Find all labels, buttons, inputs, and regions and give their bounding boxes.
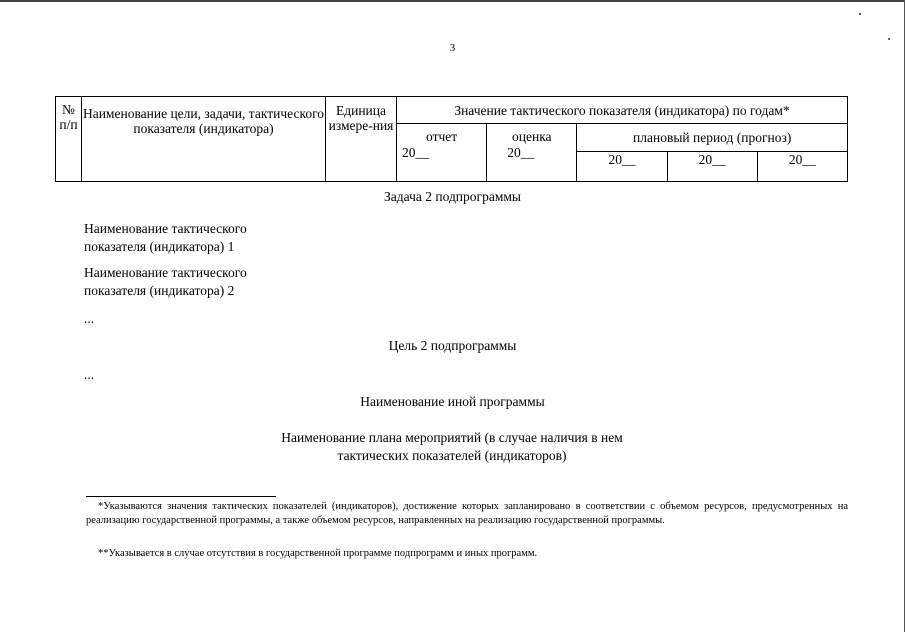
year-plan-1: 20__ bbox=[577, 151, 667, 181]
header-values: Значение тактического показателя (индикатора) по годам* bbox=[397, 97, 848, 124]
header-name: Наименование цели, задачи, тактического показателя (индикатора) bbox=[82, 97, 326, 182]
header-unit: Единица измере-ния bbox=[326, 97, 397, 182]
indicators-table bbox=[55, 96, 848, 182]
ellipsis: ... bbox=[84, 311, 95, 326]
page-number: 3 bbox=[449, 42, 456, 54]
header-report-label: отчет bbox=[426, 129, 458, 145]
year-report: 20__ bbox=[402, 145, 429, 161]
header-report bbox=[397, 124, 487, 182]
ellipsis: ... bbox=[84, 367, 95, 382]
goal-heading: Цель 2 подпрограммы bbox=[388, 338, 517, 353]
year-plan-3: 20__ bbox=[757, 151, 847, 181]
year-estimate: 20__ bbox=[507, 145, 535, 161]
header-plan-period: плановый период (прогноз) bbox=[577, 124, 848, 151]
header-number: № п/п bbox=[56, 97, 82, 182]
scan-edge-top bbox=[0, 0, 905, 2]
year-plan-2: 20__ bbox=[667, 151, 757, 181]
footnote-1: *Указываются значения тактических показателей (индикаторов), достижение которых запланировано в соответствии с объемом ресурсов, предусмотренных на реализацию государственной программы, а также объемом ресурсов, направленных на реализацию государственной программы. bbox=[86, 501, 848, 526]
header-estimate-label: оценка bbox=[512, 129, 552, 145]
indicator-2: Наименование тактического показателя (индикатора) 2 bbox=[84, 265, 247, 298]
scan-speck bbox=[859, 13, 861, 15]
action-plan-heading: Наименование плана мероприятий (в случае наличия в нем тактических показателей (индикаторов) bbox=[281, 430, 623, 463]
task-heading: Задача 2 подпрограммы bbox=[384, 189, 521, 204]
header-estimate bbox=[487, 124, 577, 182]
other-program-heading: Наименование иной программы bbox=[360, 394, 545, 409]
footnote-2: **Указывается в случае отсутствия в государственной программе подпрограмм и иных программ. bbox=[98, 548, 538, 559]
scan-speck bbox=[888, 38, 890, 40]
footnote-divider bbox=[86, 496, 276, 497]
indicator-1: Наименование тактического показателя (индикатора) 1 bbox=[84, 221, 247, 254]
